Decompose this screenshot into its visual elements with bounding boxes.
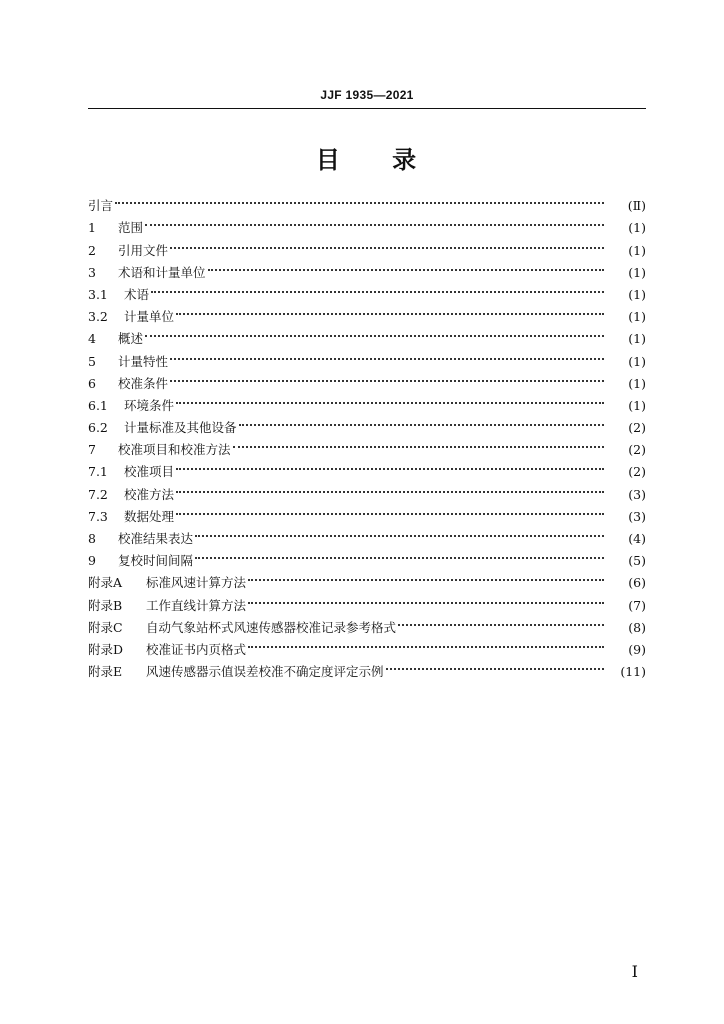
toc-entry-number: 附录D	[88, 641, 124, 657]
toc-entry-page: (8)	[628, 619, 646, 635]
toc-leader-dots	[176, 476, 604, 498]
toc-entry-number: 7.2	[88, 486, 108, 502]
toc-leader-dots	[398, 610, 604, 632]
toc-entry-label: 校准项目	[124, 464, 175, 480]
toc-leader-dots	[170, 343, 604, 365]
toc-entry[interactable]	[88, 366, 646, 391]
toc-leader-dots	[208, 255, 604, 277]
document-code-header: JJF 1935—2021	[320, 88, 414, 102]
toc-leader-dots	[233, 432, 604, 454]
toc-entry-label: 数据处理	[124, 508, 175, 524]
toc-entry-page: (3)	[628, 508, 646, 524]
toc-leader-dots	[386, 654, 604, 676]
toc-entry-label: 校准条件	[118, 375, 169, 391]
toc-entry-page: (1)	[628, 353, 646, 369]
toc-leader-dots	[195, 521, 604, 543]
toc-entry-number: 7.1	[88, 464, 108, 480]
toc-entry-label: 概述	[118, 331, 144, 347]
toc-entry-page: (1)	[628, 220, 646, 236]
toc-leader-dots	[176, 454, 604, 476]
page-number: Ⅰ	[631, 962, 638, 981]
toc-entry[interactable]	[88, 277, 646, 302]
toc-entry-page: (7)	[628, 597, 646, 613]
toc-entry[interactable]	[88, 388, 646, 413]
toc-leader-dots	[170, 366, 604, 388]
toc-entry[interactable]	[88, 188, 646, 214]
toc-entry-number: 6	[88, 375, 96, 391]
toc-leader-dots	[145, 321, 604, 343]
toc-entry-label: 校准方法	[124, 486, 175, 502]
toc-entry-number: 1	[88, 220, 96, 236]
page-title: 目 录	[315, 146, 419, 174]
toc-entry-label: 风速传感器示值误差校准不确定度评定示例	[146, 664, 384, 680]
toc-entry-number: 3.1	[88, 286, 108, 302]
toc-entry-page: (1)	[628, 286, 646, 302]
toc-entry-number: 3.2	[88, 309, 108, 325]
toc-entry-number: 5	[88, 353, 96, 369]
toc-entry-number: 7	[88, 442, 96, 458]
toc-entry-page: (2)	[628, 420, 646, 436]
header-rule	[88, 108, 646, 109]
toc-entry-label: 范围	[118, 220, 144, 236]
toc-entry[interactable]	[88, 299, 646, 325]
toc-entry-label: 计量标准及其他设备	[124, 420, 237, 436]
toc-entry-number: 附录B	[88, 597, 123, 613]
toc-leader-dots	[151, 277, 604, 299]
toc-entry-page: (2)	[628, 464, 646, 480]
toc-entry-page: (3)	[628, 486, 646, 502]
toc-leader-dots	[145, 210, 604, 232]
toc-entry-page: (2)	[628, 442, 646, 458]
toc-entry-number: 8	[88, 531, 96, 546]
toc-entry[interactable]	[88, 232, 646, 258]
toc-entry[interactable]	[88, 321, 646, 347]
toc-leader-dots	[176, 499, 604, 521]
toc-entry-label: 校准结果表达	[118, 531, 194, 546]
toc-entry-number: 7.3	[88, 508, 108, 524]
toc-entry-page: (1)	[628, 331, 646, 347]
table-of-contents	[88, 188, 646, 680]
toc-entry-page: (1)	[628, 397, 646, 413]
toc-entry-label: 校准证书内页格式	[146, 641, 247, 657]
toc-leader-dots	[176, 299, 604, 321]
toc-entry-page: (Ⅱ)	[627, 198, 646, 214]
toc-entry-label: 环境条件	[124, 397, 175, 413]
toc-entry-number: 4	[88, 331, 96, 347]
toc-entry-label: 术语和计量单位	[118, 264, 206, 280]
toc-entry-label: 引用文件	[118, 242, 169, 258]
toc-leader-dots	[176, 388, 604, 410]
toc-entry-page: (9)	[628, 641, 646, 657]
toc-leader-dots	[248, 565, 604, 587]
toc-entry[interactable]	[88, 210, 646, 236]
toc-entry-page: (4)	[628, 531, 646, 546]
toc-entry-page: (1)	[628, 375, 646, 391]
toc-entry-label: 引言	[88, 198, 114, 214]
toc-entry-label: 自动气象站杯式风速传感器校准记录参考格式	[146, 619, 397, 635]
toc-entry-number: 6.1	[88, 397, 108, 413]
toc-entry-label: 复校时间间隔	[118, 553, 194, 569]
toc-entry-label: 工作直线计算方法	[146, 597, 247, 613]
toc-entry-number: 附录A	[88, 575, 123, 591]
toc-entry-number: 6.2	[88, 420, 108, 436]
toc-entry-page: (11)	[620, 664, 646, 680]
toc-entry-number: 附录E	[88, 664, 123, 680]
toc-leader-dots	[248, 587, 604, 609]
toc-entry-label: 计量特性	[118, 353, 169, 369]
toc-entry-label: 校准项目和校准方法	[118, 442, 231, 458]
toc-entry-number: 2	[88, 242, 96, 258]
toc-entry-number: 9	[88, 553, 96, 569]
toc-entry-page: (1)	[628, 264, 646, 280]
toc-entry-number: 附录C	[88, 619, 123, 635]
toc-entry-page: (1)	[628, 309, 646, 325]
toc-entry-page: (5)	[628, 553, 646, 569]
toc-leader-dots	[195, 543, 604, 565]
toc-leader-dots	[170, 232, 604, 254]
toc-leader-dots	[239, 410, 604, 432]
toc-entry-number: 3	[88, 264, 96, 280]
toc-entry[interactable]	[88, 343, 646, 369]
toc-entry-page: (6)	[628, 575, 646, 591]
toc-leader-dots	[248, 632, 604, 654]
toc-entry-page: (1)	[628, 242, 646, 258]
toc-entry[interactable]	[88, 255, 646, 280]
toc-entry-label: 术语	[124, 286, 150, 302]
toc-entry-label: 计量单位	[124, 309, 175, 325]
toc-entry-label: 标准风速计算方法	[146, 575, 247, 591]
toc-leader-dots	[115, 188, 604, 210]
